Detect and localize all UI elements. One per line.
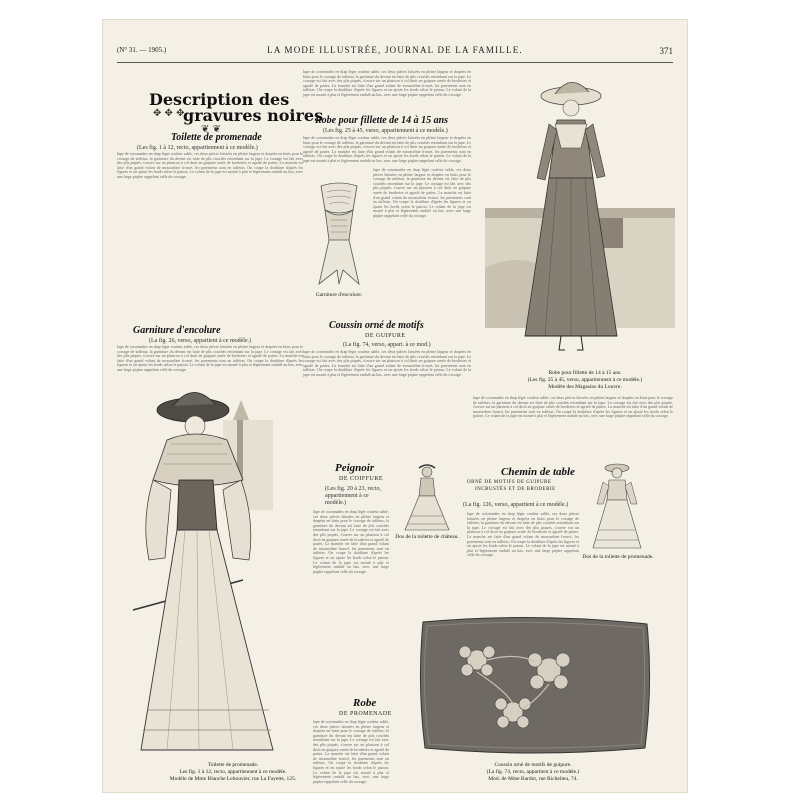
heading-garniture: Garniture d'encolure — [133, 325, 221, 336]
dos-promenade-illustration — [587, 460, 647, 550]
text-toilette: lupe de cotonnades en drap léger couleur sable, ces deux pièces laissées en pleine largeur et drapées en biais pour le corsage de taffetas; la garniture du devant est faite de plis couchés retombant sur la jupe. Le corsage est fait avec des plis piqués, s'ouvre sur un plastron à col droit en guipure ornée de broderies et agrafé de pattes. La manche est faite d'un grand volant de mousseline froncé, les parements sont en taffetas. On coupe la doublure d'après les figures et on ajuste les bords selon le patron. Le volant de la jupe est monté à plat et légèrement ondulé au bas, avec une large piqûre rappelant celle du corsage. — [117, 152, 303, 179]
ornament-icon: ❦ ❦ — [201, 124, 221, 135]
text-coussin: lupe de cotonnades en drap léger couleur sable, ces deux pièces laissées en pleine largeur et drapées en biais pour le corsage de taffetas; la garniture du devant est faite de plis couchés retombant sur la jupe. Le corsage est fait avec des plis piqués, s'ouvre sur un plastron à col droit en guipure ornée de broderies et agrafé de pattes. La manche est faite d'un grand volant de mousseline froncé, les parements sont en taffetas. On coupe la doublure d'après les figures et on ajuste les bords selon le patron. Le volant de la jupe est monté à plat et légèrement ondulé au bas, avec une large piqûre rappelant celle du corsage. — [303, 350, 471, 377]
caption-dos-promenade: Dos de la toilette de promenade. — [582, 554, 654, 560]
text-robe-promenade: lupe de cotonnades en drap léger couleur sable, ces deux pièces laissées en pleine largeur et drapées en biais pour le corsage de taffetas; la garniture du devant est faite de plis couchés retombant sur la jupe. Le corsage est fait avec des plis piqués, s'ouvre sur un plastron à col droit en guipure ornée de broderies et agrafé de pattes. La manche est faite d'un grand volant de mousseline froncé, les parements sont en taffetas. On coupe la doublure d'après les figures et on ajuste les bords selon le patron. Le volant de la jupe est monté à plat et légèrement ondulé au bas, avec une large piqûre rappelant celle du corsage. — [313, 720, 389, 784]
caption-girl-1: Robe pour fillette de 14 à 15 ans. — [548, 370, 622, 376]
text-right-column: lupe de cotonnades en drap léger couleur sable, ces deux pièces laissées en pleine largeur et drapées en biais pour le corsage de taffetas; la garniture du devant est faite de plis couchés retombant sur la jupe. Le corsage est fait avec des plis piqués, s'ouvre sur un plastron à col droit en guipure ornée de broderies et agrafé de pattes. La manche est faite d'un grand volant de mousseline froncé, les parements sont en taffetas. On coupe la doublure d'après les figures et on ajuste les bords selon le patron. Le volant de la jupe est monté à plat et légèrement ondulé au bas, avec une large piqûre rappelant celle du corsage. — [473, 396, 673, 419]
ref-garniture: (La fig. 26, verso, appartient à ce modèle.) — [149, 338, 252, 344]
kicker-chemin-2: INCRUSTÉS ET DE BRODERIE — [475, 487, 556, 492]
title-line-1: Description des — [149, 90, 290, 109]
text-continued: lupe de cotonnades en drap léger couleur sable, ces deux pièces laissées en pleine largeur et drapées en biais pour le corsage de taffetas; la garniture du devant est faite de plis couchés retombant sur la jupe. Le corsage est fait avec des plis piqués, s'ouvre sur un plastron à col droit en guipure ornée de broderies et agrafé de pattes. La manche est faite d'un grand volant de mousseline froncé, les parements sont en taffetas. On coupe la doublure d'après les figures et on ajuste les bords selon le patron. Le volant de la jupe est monté à plat et légèrement ondulé au bas, avec une large piqûre rappelant celle du corsage. — [303, 70, 471, 97]
caption-pillow-2: (La fig. 74, recto, appartient à ce modèle.) — [486, 769, 580, 775]
text-garniture: lupe de cotonnades en drap léger couleur sable, ces deux pièces laissées en pleine largeur et drapées en biais pour le corsage de taffetas; la garniture du devant est faite de plis couchés retombant sur la jupe. Le corsage est fait avec des plis piqués, s'ouvre sur un plastron à col droit en guipure ornée de broderies et agrafé de pattes. La manche est faite d'un grand volant de mousseline froncé, les parements sont en taffetas. On coupe la doublure d'après les figures et on ajuste les bords selon le patron. Le volant de la jupe est monté à plat et légèrement ondulé au bas, avec une large piqûre rappelant celle du corsage. — [117, 345, 303, 372]
journal-title: LA MODE ILLUSTRÉE, JOURNAL DE LA FAMILLE. — [267, 45, 523, 55]
caption-lady-3: Modèle de Mme Blanche Lebouvier, rue La Fayette, 125. — [169, 776, 297, 782]
page-number: 371 — [659, 46, 673, 56]
header-rule — [117, 62, 673, 63]
girl-dress-illustration — [485, 68, 675, 368]
kicker-chemin-1: ORNÉ DE MOTIFS DE GUIPURE — [467, 480, 552, 485]
kicker-robe-promenade: DE PROMENADE — [339, 711, 392, 717]
garniture-illustration — [311, 180, 367, 290]
caption-girl-3: Modèle des Magasins du Louvre. — [548, 384, 622, 390]
page-header — [117, 46, 673, 60]
heading-robe-fillette: Robe pour fillette de 14 à 15 ans — [315, 115, 449, 126]
text-chemin: lupe de cotonnades en drap léger couleur sable, ces deux pièces laissées en pleine largeur et drapées en biais pour le corsage de taffetas; la garniture du devant est faite de plis couchés retombant sur la jupe. Le corsage est fait avec des plis piqués, s'ouvre sur un plastron à col droit en guipure ornée de broderies et agrafé de pattes. La manche est faite d'un grand volant de mousseline froncé, les parements sont en taffetas. On coupe la doublure d'après les figures et on ajuste les bords selon le patron. Le volant de la jupe est monté à plat et légèrement ondulé au bas, avec une large piqûre rappelant celle du corsage. — [467, 512, 579, 558]
caption-garniture: Garniture d'encolure. — [315, 292, 363, 298]
page — [103, 20, 687, 792]
heading-robe-promenade: Robe — [353, 697, 377, 709]
title-line-2: gravures noires — [183, 106, 324, 125]
caption-lady-1: Toilette de promenade. — [207, 762, 259, 768]
heading-chemin: Chemin de table — [501, 466, 575, 478]
ornament-icon: ✥ ✥ ✥ — [153, 108, 185, 119]
text-robe-fillette-2: lupe de cotonnades en drap léger couleur sable, ces deux pièces laissées en pleine largeur et drapées en biais pour le corsage de taffetas; la garniture du devant est faite de plis couchés retombant sur la jupe. Le corsage est fait avec des plis piqués, s'ouvre sur un plastron à col droit en guipure ornée de broderies et agrafé de pattes. La manche est faite d'un grand volant de mousseline froncé, les parements sont en taffetas. On coupe la doublure d'après les figures et on ajuste les bords selon le patron. Le volant de la jupe est monté à plat et légèrement ondulé au bas, avec une large piqûre rappelant celle du corsage. — [373, 168, 471, 218]
caption-girl-2: (Les fig. 25 à 45, verso, appartiennent à ce modèle.) — [527, 377, 643, 383]
caption-pillow-3: Mod. de Mme Bardot, rue Richelieu, 74. — [488, 776, 578, 782]
lady-illustration — [123, 380, 303, 760]
pillow-illustration — [417, 612, 653, 758]
heading-peignoir: Peignoir — [335, 462, 375, 474]
text-robe-fillette-1: lupe de cotonnades en drap léger couleur sable, ces deux pièces laissées en pleine largeur et drapées en biais pour le corsage de taffetas; la garniture du devant est faite de plis couchés retombant sur la jupe. Le corsage est fait avec des plis piqués, s'ouvre sur un plastron à col droit en guipure ornée de broderies et agrafé de pattes. La manche est faite d'un grand volant de mousseline froncé, les parements sont en taffetas. On coupe la doublure d'après les figures et on ajuste les bords selon le patron. Le volant de la jupe est monté à plat et légèrement ondulé au bas, avec une large piqûre rappelant celle du corsage. — [303, 136, 471, 163]
kicker-peignoir: DE COIFFURE — [339, 476, 384, 482]
ref-robe-fillette: (Les fig. 25 à 45, verso, appartiennent à ce modèle.) — [323, 128, 448, 134]
ref-chemin: (La fig. 126, verso, appartient à ce modèle.) — [463, 502, 569, 508]
caption-dos-chateau: Dos de la toilette de château. — [395, 534, 459, 540]
dos-chateau-illustration — [397, 464, 457, 534]
caption-pillow-1: Coussin orné de motifs de guipure. — [494, 762, 572, 768]
caption-lady-2: Les fig. 1 à 12, recto, appartiennent à ce modèle. — [179, 769, 287, 775]
text-peignoir: lupe de cotonnades en drap léger couleur sable, ces deux pièces laissées en pleine largeur et drapées en biais pour le corsage de taffetas; la garniture du devant est faite de plis couchés retombant sur la jupe. Le corsage est fait avec des plis piqués, s'ouvre sur un plastron à col droit en guipure ornée de broderies et agrafé de pattes. La manche est faite d'un grand volant de mousseline froncé, les parements sont en taffetas. On coupe la doublure d'après les figures et on ajuste les bords selon le patron. Le volant de la jupe est monté à plat et légèrement ondulé au bas, avec une large piqûre rappelant celle du corsage. — [313, 510, 389, 574]
heading-toilette: Toilette de promenade — [171, 132, 262, 143]
ref-peignoir: (Les fig. 20 à 23, recto, appartiennent à ce modèle.) — [325, 486, 381, 506]
kicker-coussin: DE GUIPURE — [365, 333, 406, 339]
heading-coussin: Coussin orné de motifs — [329, 320, 424, 331]
ref-coussin: (La fig. 74, verso, appart. à ce mod.) — [343, 342, 431, 348]
issue-number: (N° 31. — 1905.) — [117, 46, 167, 54]
ref-toilette: (Les fig. 1 à 12, recto, appartiennent à ce modèle.) — [137, 145, 258, 151]
